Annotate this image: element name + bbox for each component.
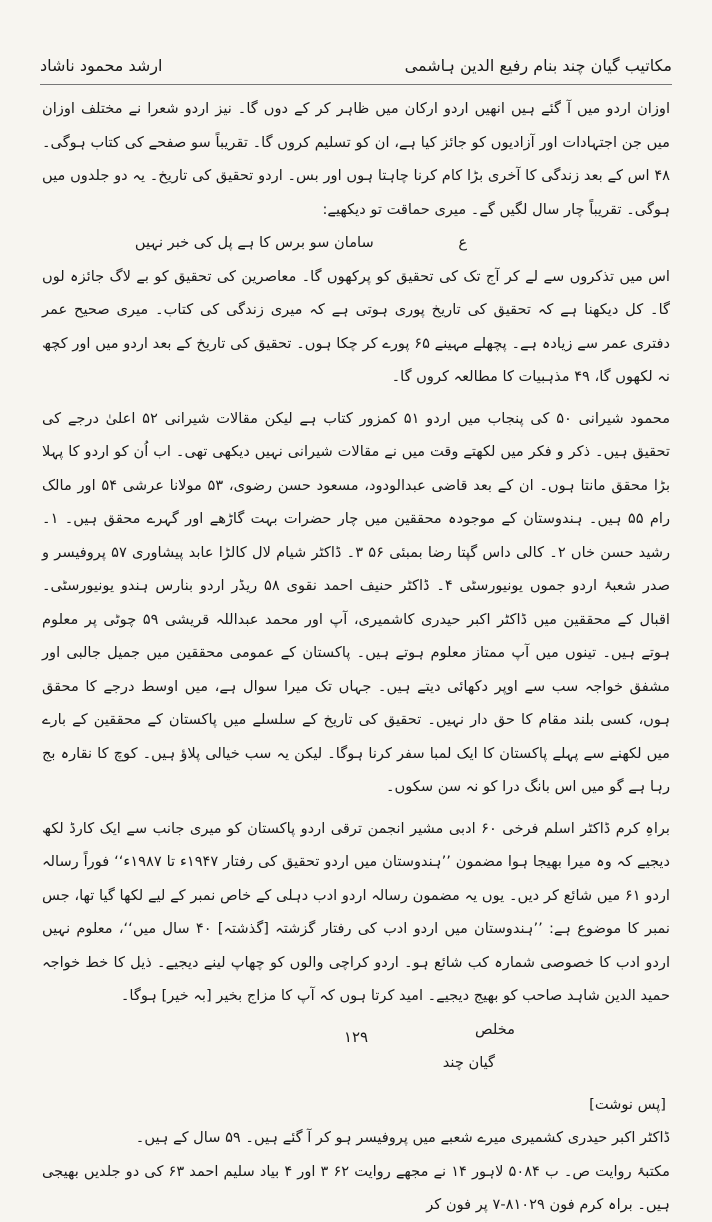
paragraph-1: اوزان اردو میں آ گئے ہیں انھیں اردو ارکان میں ظاہر کر کے دوں گا۔ نیز اردو شعرا نے مختلف اوزان میں جن اجتہادات اور آزادیوں کو جائز کیا ہے، ان کو تسلیم کروں گا۔ تقریباً سو صفحے کی کتاب ہوگی۔ ۴۸ اس کے بعد زندگی کا آخری بڑا کام کرنا چاہتا ہوں اور بس۔ اردو تحقیق کی تاریخ۔ یہ دو جلدوں میں ہوگی۔ تقریباً چار سال لگیں گے۔ میری حماقت تو دیکھیے: bbox=[42, 100, 670, 218]
letter-body bbox=[42, 92, 670, 1222]
page-number: ۱۲۹ bbox=[343, 1028, 369, 1046]
paragraph-2: اس میں تذکروں سے لے کر آج تک کی تحقیق کو پرکھوں گا۔ معاصرین کی تحقیق کو بے لاگ جائزہ لوں گا۔ کل دیکھنا ہے کہ تحقیق کی تاریخ پوری ہوتی ہے کہ میری زندگی کی کتاب۔ میری صحیح عمر دفتری عمر سے زیادہ ہے۔ پچھلے مہینے ۶۵ پورے کر چکا ہوں۔ تحقیق کی تاریخ کے بعد اردو میں اور کچھ نہ لکھوں گا، ۴۹ مذہبیات کا مطالعہ کروں گا۔ bbox=[42, 267, 670, 385]
postscript-line-1: ڈاکٹر اکبر حیدری کشمیری میرے شعبے میں پروفیسر ہو کر آ گئے ہیں۔ ۵۹ سال کے ہیں۔ bbox=[135, 1129, 670, 1146]
closing-salutation: مخلص bbox=[475, 1020, 515, 1038]
paragraph-3: محمود شیرانی ۵۰ کی پنجاب میں اردو ۵۱ کمزور کتاب ہے لیکن مقالات شیرانی ۵۲ اعلیٰ درجے کی تحقیق ہیں۔ ذکر و فکر میں لکھتے وقت میں نے مقالات شیرانی نہیں دیکھی تھی۔ اب اُن کو اردو کا پہلا بڑا محقق مانتا ہوں۔ ان کے بعد قاضی عبدالودود، مسعود حسن رضوی، ۵۳ مولانا عرشی ۵۴ اور مالک رام ۵۵ ہیں۔ ہندوستان کے موجودہ محققین میں چار حضرات بہت گاڑھے اور گہرے محقق ہیں۔ ۱۔ رشید حسن خاں ۲۔ کالی داس گپتا رضا بمبئی ۵۶ ۳۔ ڈاکٹر شیام لال کالڑا عابد پیشاوری ۵۷ پروفیسر و صدر شعبۂ اردو جموں یونیورسٹی ۴۔ ڈاکٹر حنیف احمد نقوی ۵۸ ریڈر اردو بنارس ہندو یونیورسٹی۔ اقبال کے محققین میں ڈاکٹر اکبر حیدری کاشمیری، آپ اور محمد عبداللہ قریشی ۵۹ چوٹی پر معلوم ہوتے ہیں۔ تینوں میں آپ ممتاز معلوم ہوتے ہیں۔ پاکستان کے عمومی محققین میں جمیل جالبی اور مشفق خواجہ سب سے اوپر دکھائی دیتے ہیں۔ جہاں تک میرا سوال ہے، میں اوسط درجے کا محقق ہوں، کسی بلند مقام کا حق دار نہیں۔ تحقیق کی تاریخ کے سلسلے میں پاکستان کے محققین کے بارے میں لکھنے سے پہلے پاکستان کا ایک لمبا سفر کرنا ہوگا۔ لیکن یہ سب خیالی پلاؤ ہیں۔ کوچ کا نقارہ بج رہا ہے گو میں اس بانگ درا کو نہ سن سکوں۔ bbox=[42, 409, 671, 795]
verse-marker: ع bbox=[458, 234, 468, 251]
signature-name: گیان چند bbox=[442, 1054, 495, 1071]
paragraph-4: براہِ کرم ڈاکٹر اسلم فرخی ۶۰ ادبی مشیر انجمن ترقی اردو پاکستان کو میری جانب سے ایک کارڈ لکھ دیجیے کہ وہ میرا بھیجا ہوا مضمون ’’ہندوستان میں اردو تحقیق کی رفتار ۱۹۴۷ء تا ۱۹۸۷ء‘‘ فوراً رسالہ اردو ۶۱ میں شائع کر دیں۔ یوں یہ مضمون رسالہ اردو ادب دہلی کے خاص نمبر کے لیے لکھا گیا تھا، جس نمبر کا موضوع ہے: ’’ہندوستان میں اردو ادب کی رفتار گزشتہ [گذشتہ] ۴۰ سال میں‘‘، معلوم نہیں اردو ادب کا خصوصی شمارہ کب شائع ہو۔ اردو کراچی والوں کو چھاپ لینے دیجیے۔ ذیل کا خط خواجہ حمید الدین شاہد صاحب کو بھیج دیجیے۔ امید کرتا ہوں کہ آپ کا مزاج بخیر [بہ خیر] ہوگا۔ bbox=[42, 819, 670, 1004]
postscript-line-2: مکتبۂ روایت ص۔ ب ۵۰۸۴ لاہور ۱۴ نے مجھے روایت ۶۲ ۳ اور ۴ بیاد سلیم احمد ۶۳ کی دو جلدیں بھیجی ہیں۔ براہ کرم فون ۸۱۰۲۹-۷ پر فون کر bbox=[42, 1162, 670, 1213]
postscript-label: [پس نوشت] bbox=[589, 1095, 666, 1113]
header-divider bbox=[40, 84, 672, 85]
verse-line bbox=[42, 226, 670, 260]
header-title: مکاتیب گیان چند بنام رفیع الدین ہاشمی bbox=[404, 55, 672, 75]
header-author: ارشد محمود ناشاد bbox=[40, 55, 163, 75]
verse-text: سامان سو برس کا ہے پل کی خبر نہیں bbox=[134, 234, 374, 251]
running-header bbox=[40, 50, 672, 80]
